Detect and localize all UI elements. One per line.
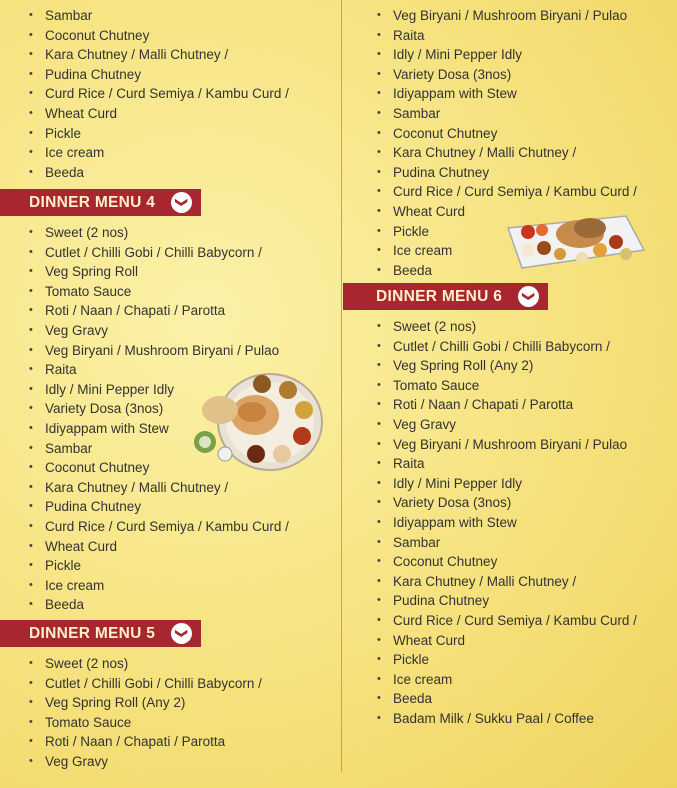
- list-item: • Idiyappam with Stew: [0, 419, 340, 439]
- list-item: • Beeda: [343, 261, 677, 281]
- list-item: • Cutlet / Chilli Gobi / Chilli Babycorn /: [0, 243, 340, 263]
- list-item: • Idly / Mini Pepper Idly: [343, 45, 677, 65]
- dinner-menu-6-header[interactable]: [343, 283, 548, 310]
- list-item: • Curd Rice / Curd Semiya / Kambu Curd /: [0, 84, 340, 104]
- dinner-menu-5-header[interactable]: [0, 620, 201, 647]
- list-item: • Curd Rice / Curd Semiya / Kambu Curd /: [0, 517, 340, 537]
- list-item: • Sambar: [343, 533, 677, 553]
- list-item: • Sambar: [0, 439, 340, 459]
- list-item: • Wheat Curd: [0, 537, 340, 557]
- list-item: • Wheat Curd: [343, 631, 677, 651]
- list-item: • Idly / Mini Pepper Idly: [0, 380, 340, 400]
- list-item: • Ice cream: [343, 670, 677, 690]
- list-item: • Veg Biryani / Mushroom Biryani / Pulao: [343, 6, 677, 26]
- list-item: • Tomato Sauce: [0, 282, 340, 302]
- list-item: • Curd Rice / Curd Semiya / Kambu Curd /: [343, 182, 677, 202]
- list-item: • Badam Milk / Sukku Paal / Coffee: [343, 709, 677, 729]
- chevron-down-icon[interactable]: ❯: [171, 192, 192, 213]
- column-divider: [341, 0, 342, 772]
- list-item: • Ice cream: [0, 576, 340, 596]
- list-item: • Pickle: [343, 650, 677, 670]
- list-item: • Variety Dosa (3nos): [343, 493, 677, 513]
- menu-title: DINNER MENU 5: [29, 625, 156, 642]
- list-item: • Veg Gravy: [0, 752, 340, 772]
- list-item: • Roti / Naan / Chapati / Parotta: [343, 395, 677, 415]
- list-item: • Wheat Curd: [0, 104, 340, 124]
- list-item: • Veg Gravy: [0, 321, 340, 341]
- list-item: • Roti / Naan / Chapati / Parotta: [0, 732, 340, 752]
- list-item: • Kara Chutney / Malli Chutney /: [0, 45, 340, 65]
- list-item: • Curd Rice / Curd Semiya / Kambu Curd /: [343, 611, 677, 631]
- list-item: • Cutlet / Chilli Gobi / Chilli Babycorn /: [343, 337, 677, 357]
- list-item: • Pudina Chutney: [0, 65, 340, 85]
- list-item: • Beeda: [0, 595, 340, 615]
- list-item: • Pudina Chutney: [0, 497, 340, 517]
- list-item: • Veg Spring Roll (Any 2): [343, 356, 677, 376]
- list-item: • Coconut Chutney: [343, 552, 677, 572]
- list-item: • Beeda: [343, 689, 677, 709]
- list-item: • Idiyappam with Stew: [343, 513, 677, 533]
- list-item: • Pickle: [0, 556, 340, 576]
- list-item: • Beeda: [0, 163, 340, 183]
- list-item: • Kara Chutney / Malli Chutney /: [343, 143, 677, 163]
- list-item: • Tomato Sauce: [343, 376, 677, 396]
- list-item: • Idly / Mini Pepper Idly: [343, 474, 677, 494]
- list-item: • Variety Dosa (3nos): [0, 399, 340, 419]
- list-item: • Sweet (2 nos): [0, 654, 340, 674]
- list-item: • Coconut Chutney: [343, 124, 677, 144]
- list-item: • Idiyappam with Stew: [343, 84, 677, 104]
- list-item: • Sambar: [343, 104, 677, 124]
- menu-list: [0, 6, 340, 182]
- list-item: • Veg Biryani / Mushroom Biryani / Pulao: [343, 435, 677, 455]
- list-item: • Raita: [343, 26, 677, 46]
- menu-list: [0, 654, 340, 772]
- list-item: • Veg Spring Roll (Any 2): [0, 693, 340, 713]
- list-item: • Kara Chutney / Malli Chutney /: [343, 572, 677, 592]
- list-item: • Veg Gravy: [343, 415, 677, 435]
- list-item: • Veg Spring Roll: [0, 262, 340, 282]
- list-item: • Raita: [0, 360, 340, 380]
- menu-title: DINNER MENU 6: [376, 288, 503, 305]
- chevron-down-icon[interactable]: ❯: [518, 286, 539, 307]
- list-item: • Kara Chutney / Malli Chutney /: [0, 478, 340, 498]
- list-item: • Roti / Naan / Chapati / Parotta: [0, 301, 340, 321]
- list-item: • Tomato Sauce: [0, 713, 340, 733]
- list-item: • Coconut Chutney: [0, 458, 340, 478]
- list-item: • Raita: [343, 454, 677, 474]
- list-item: • Pudina Chutney: [343, 591, 677, 611]
- list-item: • Ice cream: [0, 143, 340, 163]
- chevron-down-icon[interactable]: ❯: [171, 623, 192, 644]
- list-item: • Pudina Chutney: [343, 163, 677, 183]
- list-item: • Pickle: [343, 222, 677, 242]
- dinner-menu-4-header[interactable]: [0, 189, 201, 216]
- list-item: • Variety Dosa (3nos): [343, 65, 677, 85]
- menu-list: [343, 317, 677, 728]
- list-item: • Sambar: [0, 6, 340, 26]
- list-item: • Sweet (2 nos): [0, 223, 340, 243]
- thali-plate-image: [190, 370, 325, 472]
- list-item: • Cutlet / Chilli Gobi / Chilli Babycorn /: [0, 674, 340, 694]
- list-item: • Pickle: [0, 124, 340, 144]
- list-item: • Coconut Chutney: [0, 26, 340, 46]
- list-item: • Sweet (2 nos): [343, 317, 677, 337]
- list-item: • Ice cream: [343, 241, 677, 261]
- menu-title: DINNER MENU 4: [29, 194, 156, 211]
- list-item: • Veg Biryani / Mushroom Biryani / Pulao: [0, 341, 340, 361]
- thali-tray-image: [498, 210, 646, 272]
- list-item: • Wheat Curd: [343, 202, 677, 222]
